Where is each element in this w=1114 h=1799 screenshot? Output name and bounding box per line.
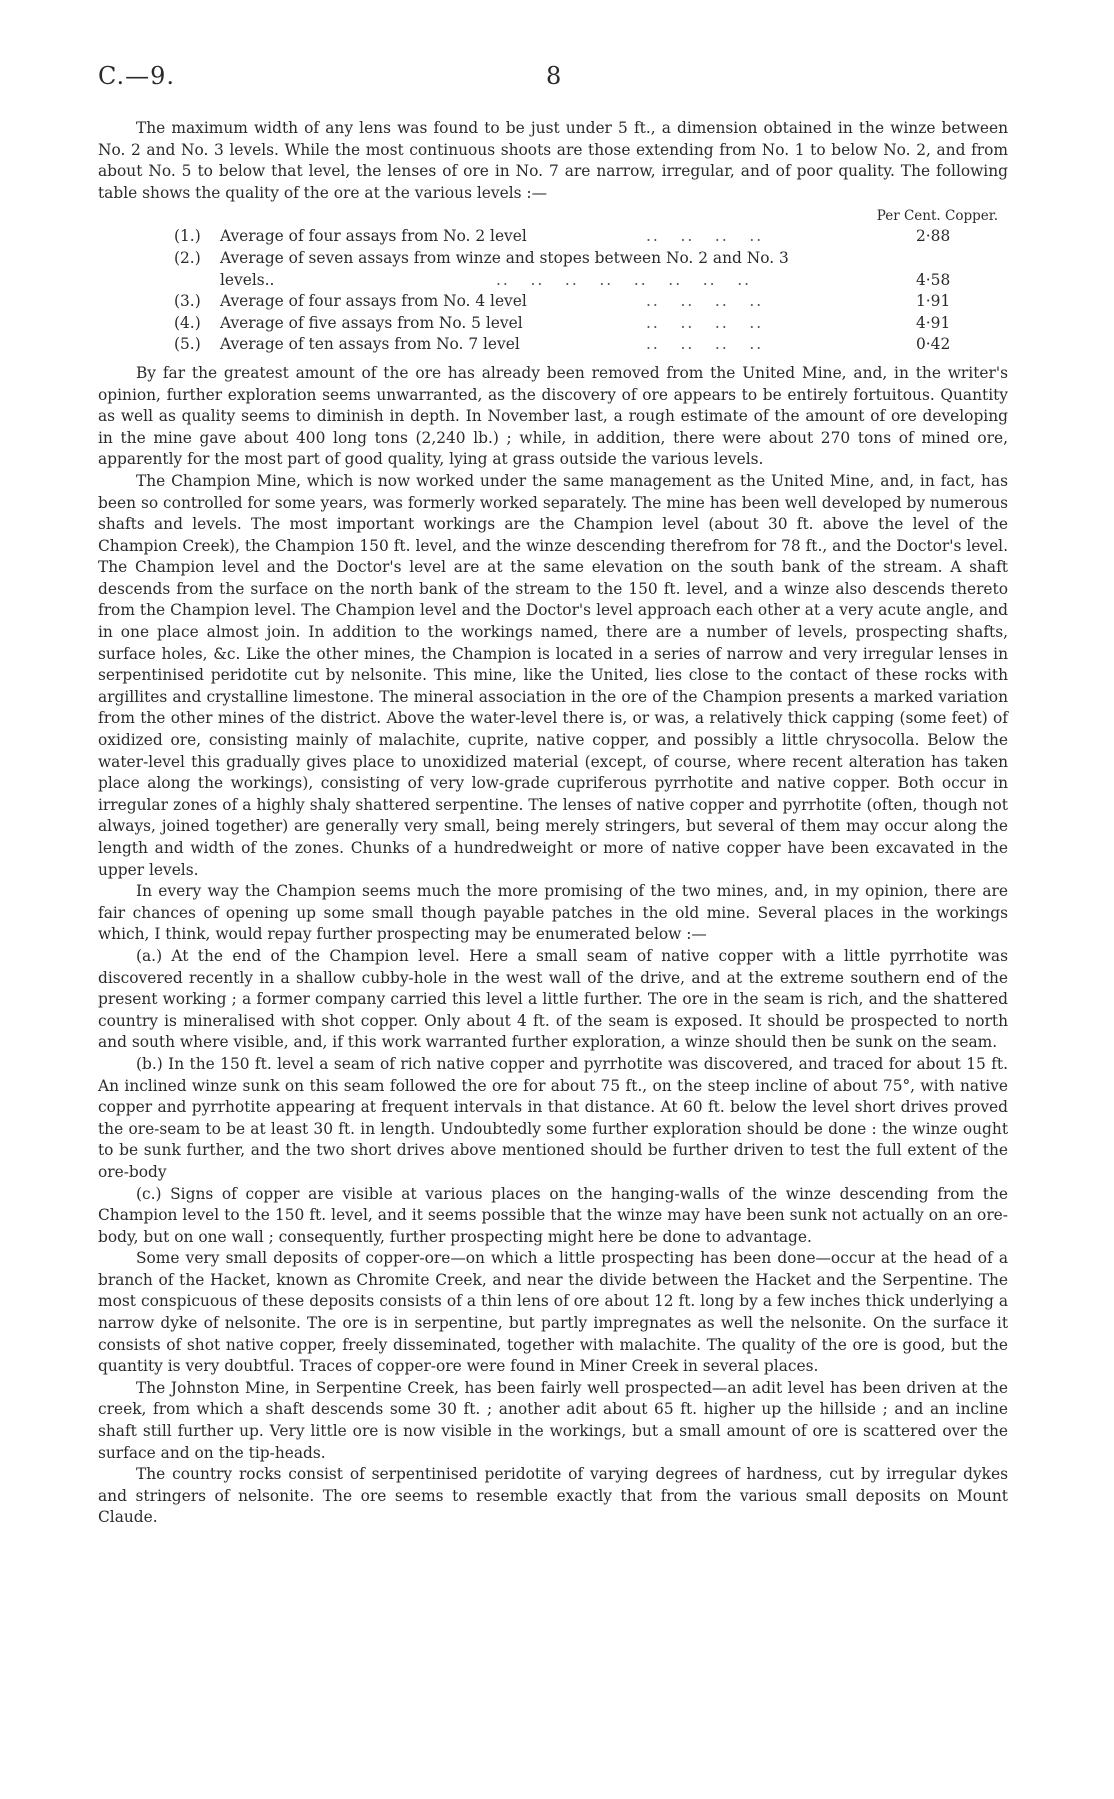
document-reference: C.—9. <box>98 62 176 90</box>
assay-row-value: 2·88 <box>916 227 951 246</box>
assay-row-value: 1·91 <box>916 292 951 311</box>
assay-row <box>98 334 1008 356</box>
assay-row-number: (1.) <box>174 227 201 246</box>
paragraph-item-c: (c.) Signs of copper are visible at various places on the hanging-walls of the winze descending from the Champion level to the 150 ft. level, and it seems possible that the winze may have been sunk not actually on an ore-body, but on one wall ; consequently, further prospecting might here be done to advantage. <box>98 1184 1008 1246</box>
assay-row-value: 4·91 <box>916 313 951 332</box>
paragraph-item-a: (a.) At the end of the Champion level. Here a small seam of native copper with a little pyrrhotite was discovered recently in a shallow cubby-hole in the west wall of the drive, and at the extreme southern end of the present working ; a former company carried this level a little further. The ore in the seam is rich, and the shattered country is mineralised with shot copper. Only about 4 ft. of the seam is exposed. It should be prospected to north and south where visible, and, if this work warranted further exploration, a winze should then be sunk on the seam. <box>98 946 1008 1052</box>
assay-row-value: 0·42 <box>916 335 951 354</box>
assay-table-column-header: Per Cent. Copper. <box>876 208 998 225</box>
leader-dots: .. .. .. .. <box>646 227 764 246</box>
assay-row-number: (2.) <box>174 248 201 267</box>
assay-row <box>98 248 1008 270</box>
assay-row-number: (4.) <box>174 313 201 332</box>
paragraph-united-mine: By far the greatest amount of the ore has already been removed from the United Mine, and, in the writer's opinion, further exploration seems unwarranted, as the discovery of ore appears to be entirely fortuitous. Quantity as well as quality seems to diminish in depth. In November last, a rough estimate of the amount of ore developing in the mine gave about 400 long tons (2,240 lb.) ; while, in addition, there were about 270 tons of mined ore, apparently for the most part of good quality, lying at grass outside the various levels. <box>98 363 1008 469</box>
assay-row-label: Average of five assays from No. 5 level <box>220 313 523 332</box>
paragraph-chromite-creek: Some very small deposits of copper-ore—on which a little prospecting has been done—occur at the head of a branch of the Hacket, known as Chromite Creek, and near the divide between the Hacket and the Serpentine. The most conspicuous of these deposits consists of a thin lens of ore about 12 ft. long by a few inches thick underlying a narrow dyke of nelsonite. The ore is in serpentine, but partly impregnates as well the nelsonite. On the surface it consists of shot native copper, freely disseminated, together with malachite. The quality of the ore is good, but the quantity is very doubtful. Traces of copper-ore were found in Miner Creek in several places. <box>98 1249 1008 1376</box>
assay-row-label: Average of seven assays from winze and stopes between No. 2 and No. 3 <box>220 248 789 267</box>
intro-paragraph: The maximum width of any lens was found to be just under 5 ft., a dimension obtained in the winze between No. 2 and No. 3 levels. While the most continuous shoots are those extending from No. 1 to below No. 2, and from about No. 5 to below that level, the lenses of ore in No. 7 are narrow, irregular, and of poor quality. The following table shows the quality of the ore at the various levels :— <box>98 119 1008 202</box>
leader-dots: .. .. .. .. <box>646 335 764 354</box>
assay-row-continuation <box>98 270 1008 292</box>
leader-dots: .. .. .. .. <box>646 313 764 332</box>
assay-row-label: Average of four assays from No. 4 level <box>220 292 527 311</box>
leader-dots: .. .. .. .. <box>646 292 764 311</box>
assay-row <box>98 291 1008 313</box>
assay-row <box>98 313 1008 335</box>
page-header <box>98 62 1016 102</box>
assay-row-value: 4·58 <box>916 270 951 289</box>
paragraph-champion-prospects: In every way the Champion seems much the more promising of the two mines, and, in my opinion, there are fair chances of opening up some small though payable patches in the old mine. Several places in the workings which, I think, would repay further prospecting may be enumerated below :— <box>98 882 1008 944</box>
assay-row-number: (5.) <box>174 335 201 354</box>
leader-dots: .. .. .. .. .. .. .. .. <box>496 270 752 289</box>
paragraph-country-rocks: The country rocks consist of serpentinised peridotite of varying degrees of hardness, cut by irregular dykes and stringers of nelsonite. The ore seems to resemble exactly that from the various small deposits on Mount Claude. <box>98 1465 1008 1527</box>
paragraph-johnston-mine: The Johnston Mine, in Serpentine Creek, has been fairly well prospected—an adit level has been driven at the creek, from which a shaft descends some 30 ft. ; another adit about 65 ft. higher up the hillside ; and an incline shaft still further up. Very little ore is now visible in the workings, but a small amount of ore is scattered over the surface and on the tip-heads. <box>98 1378 1008 1462</box>
assay-row-label: Average of four assays from No. 2 level <box>220 227 527 246</box>
assay-row-number: (3.) <box>174 292 201 311</box>
assay-row-label-continued: levels.. <box>220 270 275 289</box>
page-number: 8 <box>546 62 562 90</box>
paragraph-item-b: (b.) In the 150 ft. level a seam of rich native copper and pyrrhotite was discovered, and traced for about 15 ft. An inclined winze sunk on this seam followed the ore for about 75 ft., on the steep incline of about 75°, with native copper and pyrrhotite appearing at frequent intervals in that distance. At 60 ft. below the level short drives proved the ore-seam to be at least 30 ft. in length. Undoubtedly some further exploration should be done : the winze ought to be sunk further, and the two short drives above mentioned should be further driven to test the full extent of the ore-body <box>98 1054 1008 1181</box>
assay-row-label: Average of ten assays from No. 7 level <box>220 335 520 354</box>
assay-table <box>98 206 1008 356</box>
assay-row <box>98 226 1008 248</box>
paragraph-champion-mine: The Champion Mine, which is now worked under the same management as the United Mine, and, in fact, has been so controlled for some years, was formerly worked separately. The mine has been well developed by numerous shafts and levels. The most important workings are the Champion level (about 30 ft. above the level of the Champion Creek), the Champion 150 ft. level, and the winze descending therefrom for 78 ft., and the Doctor's level. The Champion level and the Doctor's level are at the same elevation on the south bank of the stream. A shaft descends from the surface on the north bank of the stream to the 150 ft. level, and a winze also descends thereto from the Champion level. The Champion level and the Doctor's level approach each other at a very acute angle, and in one place almost join. In addition to the workings named, there are a number of levels, prospecting shafts, surface holes, &c. Like the other mines, the Champion is located in a series of narrow and very irregular lenses in serpentinised peridotite cut by nelsonite. This mine, like the United, lies close to the contact of these rocks with argillites and crystalline limestone. The mineral association in the ore of the Champion presents a marked variation from the other mines of the district. Above the water-level there is, or was, a relatively thick capping (some feet) of oxidized ore, consisting mainly of malachite, cuprite, native copper, and possibly a little chrysocolla. Below the water-level this gradually gives place to unoxidized material (except, of course, where recent alteration has taken place along the workings), consisting of very low-grade cupriferous pyrrhotite and native copper. Both occur in irregular zones of a highly shaly shattered serpentine. The lenses of native copper and pyrrhotite (often, though not always, joined together) are generally very small, being merely stringers, but several of them may occur along the length and width of the zones. Chunks of a hundredweight or more of native copper have been excavated in the upper levels. <box>98 471 1008 879</box>
body-text <box>98 118 1008 1529</box>
